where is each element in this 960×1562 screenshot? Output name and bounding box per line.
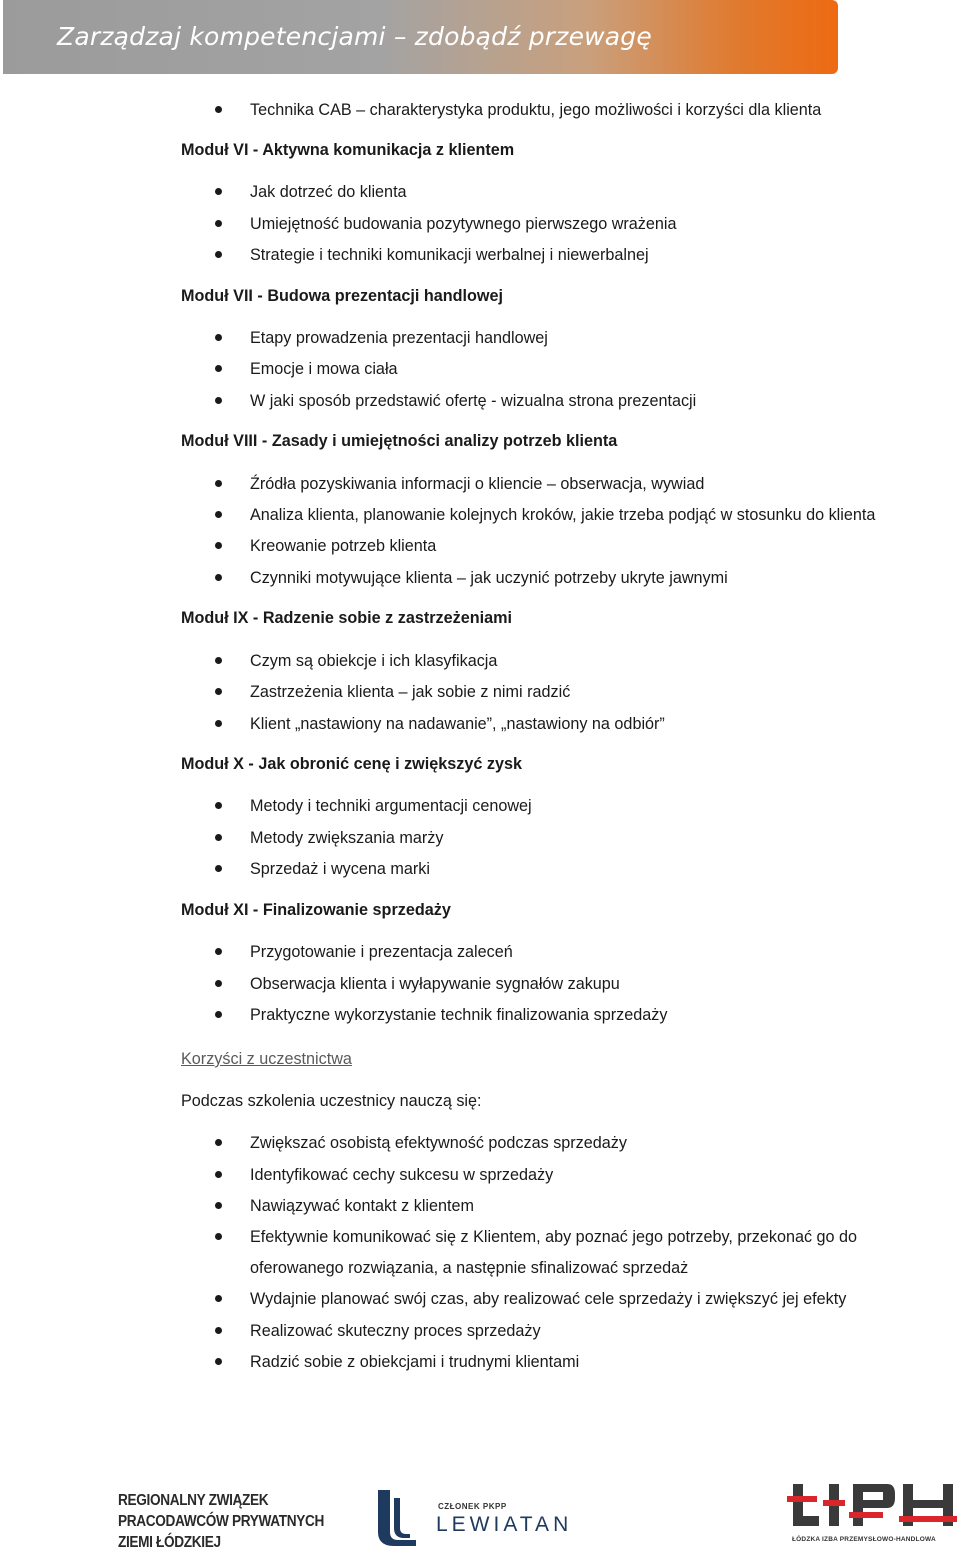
list-item: W jaki sposób przedstawić ofertę - wizualna strona prezentacji (250, 392, 697, 410)
benefits-intro: Podczas szkolenia uczestnicy nauczą się: (181, 1092, 482, 1110)
bullet-icon (215, 1202, 222, 1209)
list-item: Klient „nastawiony na nadawanie”, „nastawiony na odbiór” (250, 715, 665, 733)
bullet-icon (215, 980, 222, 987)
bullet-icon (215, 251, 222, 258)
lipkh-logo-icon (783, 1478, 959, 1536)
list-item: Identyfikować cechy sukcesu w sprzedaży (250, 1166, 554, 1184)
list-item: Efektywnie komunikować się z Klientem, aby poznać jego potrzeby, przekonać go do (250, 1228, 858, 1246)
module-heading: Moduł VIII - Zasady i umiejętności analizy potrzeb klienta (181, 432, 618, 450)
rzp-logo-line: REGIONALNY ZWIĄZEK (118, 1492, 269, 1509)
lipkh-caption: ŁÓDZKA IZBA PRZEMYSŁOWO-HANDLOWA (792, 1536, 936, 1543)
module-heading: Moduł VI - Aktywna komunikacja z klientem (181, 141, 515, 159)
bullet-icon (215, 220, 222, 227)
bullet-icon (215, 1011, 222, 1018)
list-item: Sprzedaż i wycena marki (250, 860, 430, 878)
list-item: Nawiązywać kontakt z klientem (250, 1197, 475, 1215)
list-item: Metody zwiększania marży (250, 829, 444, 847)
module-heading: Moduł VII - Budowa prezentacji handlowej (181, 287, 503, 305)
list-item: Umiejętność budowania pozytywnego pierwszego wrażenia (250, 215, 677, 233)
list-item: Realizować skuteczny proces sprzedaży (250, 1322, 541, 1340)
list-item: Zwiększać osobistą efektywność podczas sprzedaży (250, 1134, 627, 1152)
list-item: Metody i techniki argumentacji cenowej (250, 797, 532, 815)
bullet-icon (215, 1358, 222, 1365)
bullet-icon (215, 834, 222, 841)
list-item-continuation: oferowanego rozwiązania, a następnie sfinalizować sprzedaż (250, 1259, 689, 1277)
bullet-icon (215, 397, 222, 404)
bullet-icon (215, 1233, 222, 1240)
lewiatan-mark-icon (376, 1488, 432, 1550)
list-item: Wydajnie planować swój czas, aby realizować cele sprzedaży i zwiększyć jej efekty (250, 1290, 847, 1308)
benefits-link[interactable]: Korzyści z uczestnictwa (181, 1050, 352, 1068)
bullet-icon (215, 1295, 222, 1302)
list-item: Czym są obiekcje i ich klasyfikacja (250, 652, 498, 670)
module-heading: Moduł IX - Radzenie sobie z zastrzeżeniami (181, 609, 513, 627)
bullet-icon (215, 480, 222, 487)
list-item: Technika CAB – charakterystyka produktu, jego możliwości i korzyści dla klienta (250, 101, 822, 119)
list-item: Źródła pozyskiwania informacji o kliencie – obserwacja, wywiad (250, 475, 705, 493)
bullet-icon (215, 365, 222, 372)
bullet-icon (215, 1139, 222, 1146)
lewiatan-caption: CZŁONEK PKPP (438, 1502, 507, 1511)
module-heading: Moduł XI - Finalizowanie sprzedaży (181, 901, 451, 919)
bullet-icon (215, 1171, 222, 1178)
bullet-icon (215, 948, 222, 955)
bullet-icon (215, 542, 222, 549)
bullet-icon (215, 334, 222, 341)
list-item: Emocje i mowa ciała (250, 360, 398, 378)
list-item: Radzić sobie z obiekcjami i trudnymi klientami (250, 1353, 580, 1371)
rzp-logo-line: PRACODAWCÓW PRYWATNYCH (118, 1513, 324, 1530)
bullet-icon (215, 1327, 222, 1334)
list-item: Przygotowanie i prezentacja zaleceń (250, 943, 513, 961)
list-item: Kreowanie potrzeb klienta (250, 537, 437, 555)
banner-title: Zarządzaj kompetencjami – zdobądź przewagę (57, 22, 652, 51)
bullet-icon (215, 188, 222, 195)
module-heading: Moduł X - Jak obronić cenę i zwiększyć zysk (181, 755, 522, 773)
bullet-icon (215, 106, 222, 113)
list-item: Zastrzeżenia klienta – jak sobie z nimi radzić (250, 683, 571, 701)
bullet-icon (215, 865, 222, 872)
list-item: Jak dotrzeć do klienta (250, 183, 407, 201)
list-item: Strategie i techniki komunikacji werbalnej i niewerbalnej (250, 246, 649, 264)
bullet-icon (215, 688, 222, 695)
list-item: Etapy prowadzenia prezentacji handlowej (250, 329, 548, 347)
bullet-icon (215, 720, 222, 727)
lewiatan-logo-text: LEWIATAN (436, 1513, 573, 1536)
rzp-logo-line: ZIEMI ŁÓDZKIEJ (118, 1534, 221, 1551)
rzp-logo (118, 1490, 324, 1553)
bullet-icon (215, 802, 222, 809)
list-item: Czynniki motywujące klienta – jak uczynić potrzeby ukryte jawnymi (250, 569, 728, 587)
bullet-icon (215, 511, 222, 518)
bullet-icon (215, 574, 222, 581)
list-item: Obserwacja klienta i wyłapywanie sygnałów zakupu (250, 975, 620, 993)
list-item: Analiza klienta, planowanie kolejnych kroków, jakie trzeba podjąć w stosunku do klienta (250, 506, 876, 524)
bullet-icon (215, 657, 222, 664)
list-item: Praktyczne wykorzystanie technik finalizowania sprzedaży (250, 1006, 668, 1024)
